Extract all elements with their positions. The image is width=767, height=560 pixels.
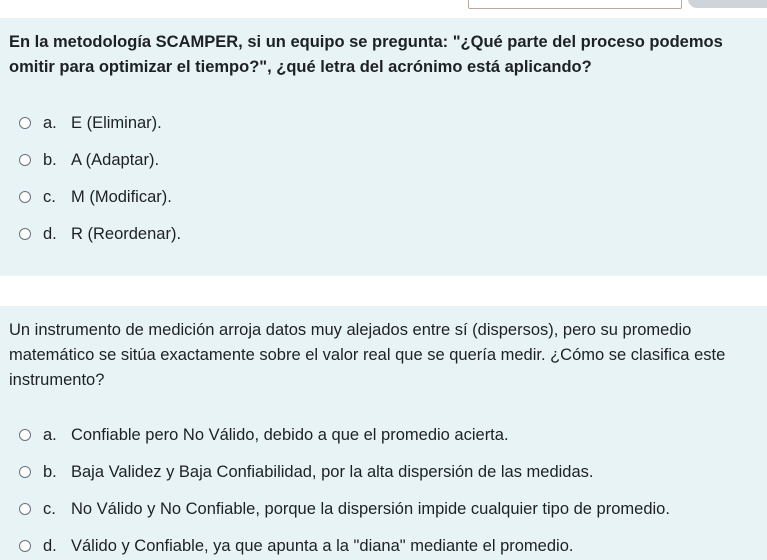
option-text: E (Eliminar). (71, 113, 162, 132)
radio-button[interactable] (19, 540, 31, 552)
q2-option-d[interactable] (18, 534, 574, 558)
option-text: Válido y Confiable, ya que apunta a la "diana" mediante el promedio. (71, 536, 574, 555)
q2-option-b[interactable] (18, 460, 594, 484)
option-letter: a. (43, 113, 57, 132)
option-text: Confiable pero No Válido, debido a que el promedio acierta. (71, 425, 509, 444)
question-1-text: En la metodología SCAMPER, si un equipo se pregunta: "¿Qué parte del proceso podemos omitir para optimizar el tiempo?", ¿qué letra del acrónimo está aplicando? (9, 33, 723, 76)
option-letter: a. (43, 425, 57, 444)
option-letter: d. (43, 224, 57, 243)
option-text: Baja Validez y Baja Confiabilidad, por la alta dispersión de las medidas. (71, 462, 594, 481)
option-letter: c. (43, 187, 56, 206)
q2-option-c[interactable] (18, 497, 670, 521)
radio-button[interactable] (19, 466, 31, 478)
radio-button[interactable] (19, 117, 31, 129)
option-text: A (Adaptar). (71, 150, 160, 169)
option-text: M (Modificar). (71, 187, 172, 206)
option-text: R (Reordenar). (71, 224, 182, 243)
option-letter: b. (43, 150, 57, 169)
q1-option-b[interactable] (18, 148, 160, 172)
top-bar (0, 0, 767, 18)
question-2-text: Un instrumento de medición arroja datos muy alejados entre sí (dispersos), pero su promedio matemático se sitúa exactamente sobre el valor real que se quería medir. ¿Cómo se clasifica este instrumento? (9, 321, 726, 389)
radio-button[interactable] (19, 191, 31, 203)
option-letter: b. (43, 462, 57, 481)
question-1 (0, 18, 767, 276)
option-letter: d. (43, 536, 57, 555)
option-letter: c. (43, 499, 56, 518)
option-text: No Válido y No Confiable, porque la dispersión impide cualquier tipo de promedio. (71, 499, 670, 518)
radio-button[interactable] (19, 503, 31, 515)
q2-option-a[interactable] (18, 423, 509, 447)
top-text-field[interactable] (468, 0, 682, 9)
q1-option-a[interactable] (18, 111, 162, 135)
q1-option-c[interactable] (18, 185, 172, 209)
radio-button[interactable] (19, 154, 31, 166)
radio-button[interactable] (19, 429, 31, 441)
radio-button[interactable] (19, 228, 31, 240)
question-2 (0, 306, 767, 560)
q1-option-d[interactable] (18, 222, 182, 246)
top-button[interactable] (688, 0, 767, 8)
